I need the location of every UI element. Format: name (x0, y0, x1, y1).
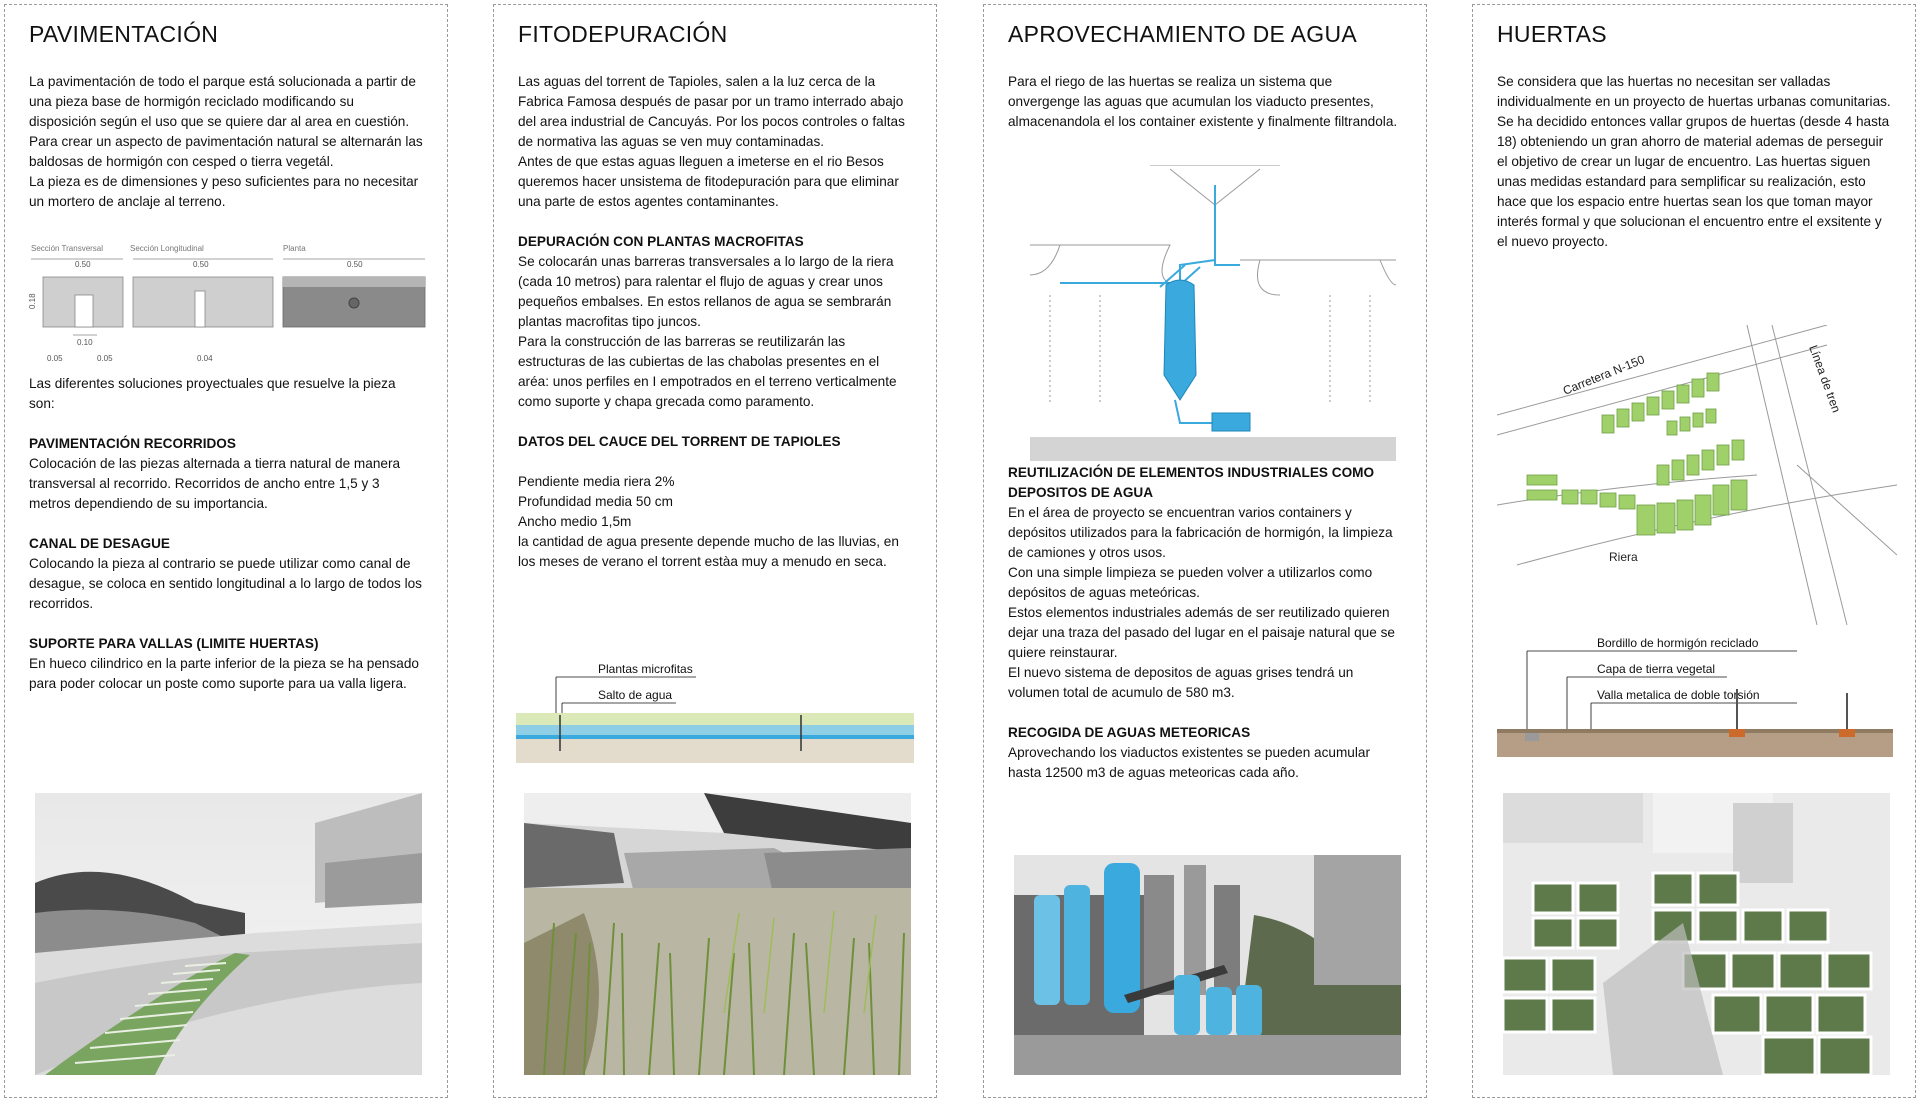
silo (1104, 863, 1140, 1013)
ground (1030, 437, 1396, 461)
section-body-4: El nuevo sistema de depositos de aguas grises tendrá un volumen total de acumulo de 580 m3. (1008, 665, 1354, 700)
water-silo (1164, 280, 1196, 400)
gardens-render (1503, 793, 1890, 1075)
section-body: En el área de proyecto se encuentran varios containers y depósitos utilizados para la fabricación de hormigón, la limpieza de camiones y otros usos. (1008, 505, 1393, 560)
map-label-rail: Línea de tren (1806, 343, 1844, 415)
column-content-lower (1008, 463, 1402, 783)
riverbed-section-diagram (516, 655, 914, 765)
dim-label: 0.05 (97, 354, 113, 363)
intro-paragraph: Para el riego de las huertas se realiza un sistema que onvergenge las aguas que acumulan los viaducto presentes, almacenandola el los container existente y finalmente filtrandola. (1008, 74, 1398, 129)
column-content (1497, 17, 1891, 252)
dim-label: 0.04 (197, 354, 213, 363)
column-title: APROVECHAMIENTO DE AGUA (1008, 21, 1357, 47)
data-body: la cantidad de agua presente depende mucho de las lluvias, en los meses de verano el torrent estàa muy a menudo en seca. (518, 534, 899, 569)
column-title: PAVIMENTACIÓN (29, 21, 219, 47)
section-body: Colocación de las piezas alternada a tierra natural de manera transversal al recorrido. Recorridos de ancho entre 1,5 y 3 metros dependiendo de su importancia. (29, 456, 401, 511)
column-title: HUERTAS (1497, 21, 1607, 47)
dim-label: 0.05 (47, 354, 63, 363)
intro-paragraph: La pavimentación de todo el parque está solucionada a partir de una pieza base de hormigón reciclado modificando su disposición según el uso que se quiere dar al area en cuestión. Para crear un aspecto de pavimentación natural se alternarán las baldosas de hormigón con cesped o tierra vegetál. (29, 74, 423, 169)
section-body-3: Estos elementos industriales además de ser reutilizado quieren dejar una traza del pasado del lugar en el paisaje natural que se quiere reinstaurar. (1008, 605, 1395, 660)
column-content (518, 17, 912, 572)
water-pipes (1060, 185, 1240, 423)
section-heading: PAVIMENTACIÓN RECORRIDOS (29, 436, 236, 451)
section-body: Colocando la pieza al contrario se puede utilizar como canal de desague, se coloca en sentido longitudinal a lo largo de todos los recorridos. (29, 556, 422, 611)
section-body-2: Para la construcción de las barreras se reutilizarán las estructuras de las cubiertas de las chabolas presentes en el aréa: unos perfiles en I empotrados en el terreno verticalmente como suporte y chapa grecada como paramento. (518, 334, 897, 409)
column-huertas (1472, 4, 1916, 1098)
solutions-intro: Las diferentes soluciones proyectuales que resuelve la pieza son: (29, 376, 396, 411)
section-body: En hueco cilindrico en la parte inferior de la pieza se ha pensado para poder colocar un poste como suporte para ua valla ligera. (29, 656, 419, 691)
column-pavimentacion (4, 4, 448, 1098)
label-fence: Valla metalica de doble torsión (1597, 688, 1760, 702)
section-heading: RECOGIDA DE AGUAS METEORICAS (1008, 725, 1251, 740)
tank (1064, 885, 1090, 1005)
data-line: Ancho medio 1,5m (518, 514, 632, 529)
section-body-2: Con una simple limpieza se pueden volver a utilizarlos como depósitos de aguas meteóricas. (1008, 565, 1373, 600)
reed-bed-photo (524, 793, 911, 1075)
data-heading: DATOS DEL CAUCE DEL TORRENT DE TAPIOLES (518, 434, 841, 449)
fence-section-diagram (1497, 629, 1893, 759)
dim-label: 0.50 (347, 260, 363, 269)
ground-layer (516, 739, 914, 763)
label-planta: Planta (283, 244, 306, 253)
section-heading: SUPORTE PARA VALLAS (LIMITE HUERTAS) (29, 636, 319, 651)
paving-piece-diagram (27, 237, 427, 367)
soil-layer (1497, 729, 1893, 757)
dim-label: 0.50 (193, 260, 209, 269)
water-tank (1212, 413, 1250, 431)
label-transversal: Sección Transversal (31, 244, 104, 253)
plant-layer (516, 713, 914, 727)
column-content (1008, 17, 1402, 132)
label-curb: Bordillo de hormigón reciclado (1597, 636, 1759, 650)
water-collection-diagram (1030, 165, 1396, 461)
column-title: FITODEPURACIÓN (518, 21, 728, 47)
tank (1034, 895, 1060, 1005)
dim-label: 0.18 (28, 293, 37, 309)
section-heading: CANAL DE DESAGUE (29, 536, 170, 551)
intro-paragraph-2: La pieza es de dimensiones y peso suficientes para no necesitar un mortero de anclaje al terreno. (29, 174, 419, 209)
data-line: Profundidad media 50 cm (518, 494, 673, 509)
map-label-road: Carretera N-150 (1560, 352, 1647, 398)
dim-label: 0.50 (75, 260, 91, 269)
section-heading: DEPURACIÓN CON PLANTAS MACROFITAS (518, 234, 804, 249)
intro-paragraph: Las aguas del torrent de Tapioles, salen a la luz cerca de la Fabrica Famosa después de pasar por un tramo interrado abajo del area industrial de Cancuyás. Por los pocos controles o faltas de normativa las aguas se ven muy contaminadas. (518, 74, 905, 149)
dim-label: 0.10 (77, 338, 93, 347)
label-waterfall: Salto de agua (598, 688, 673, 702)
label-soil: Capa de tierra vegetal (1597, 662, 1716, 676)
label-plants: Plantas microfitas (598, 662, 693, 676)
gardens-site-plan (1497, 325, 1897, 625)
label-longitudinal: Sección Longitudinal (130, 244, 204, 253)
column-content-lower (29, 374, 423, 694)
section-body: Aprovechando los viaductos existentes se pueden acumular hasta 12500 m3 de aguas meteoricas cada año. (1008, 745, 1370, 780)
map-label-river: Riera (1609, 550, 1638, 564)
data-line: Pendiente media riera 2% (518, 474, 675, 489)
water-layer (516, 725, 914, 735)
column-fitodepuracion (493, 4, 937, 1098)
section-heading: REUTILIZACIÓN DE ELEMENTOS INDUSTRIALES COMO DEPOSITOS DE AGUA (1008, 465, 1375, 500)
column-aprovechamiento (983, 4, 1427, 1098)
industrial-tanks-photo (1014, 855, 1401, 1075)
column-content (29, 17, 423, 212)
intro-paragraph: Se considera que las huertas no necesitan ser valladas individualmente en un proyecto de huertas urbanas comunitarias. Se ha decidido entonces vallar grupos de huertas (desde 4 hasta 18) obteniendo un gran ahorro de material ademas de perseguir el objetivo de crear un lugar de encuentro. Las huertas siguen unas medidas estandard para semplificar su realización, esto hace que los espacio entre huertas sean los que toman mayor interés formal y que solucionan el encuentro entre el exsitente y el nuevo proyecto. (1497, 74, 1891, 249)
intro-paragraph-2: Antes de que estas aguas lleguen a imeterse en el rio Besos queremos hacer unsistema de fitodepuración para que eliminar una parte de estos agentes contaminantes. (518, 154, 899, 209)
section-body: Se colocarán unas barreras transversales a lo largo de la riera (cada 10 metros) para ralentar el flujo de aguas y crear unos pequeños embalses. En estos rellanos de agua se sembrarán plantas macrofitas tipo juncos. (518, 254, 894, 329)
paving-path-render (35, 793, 422, 1075)
